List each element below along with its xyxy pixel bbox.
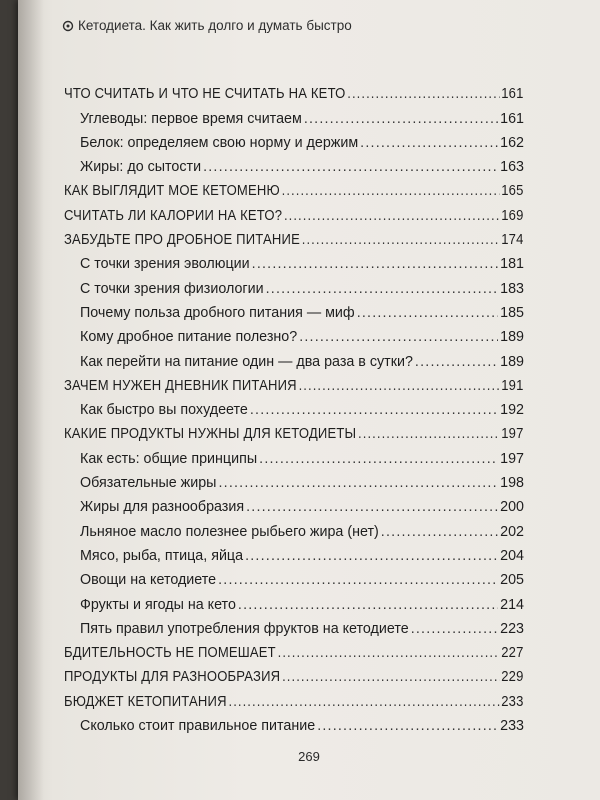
running-header-title: Кетодиета. Как жить долго и думать быстро (78, 18, 352, 33)
toc-entry-title: ЗАБУДЬТЕ ПРО ДРОБНОЕ ПИТАНИЕ (64, 232, 300, 249)
toc-entry-title: ЧТО СЧИТАТЬ И ЧТО НЕ СЧИТАТЬ НА КЕТО (64, 86, 346, 103)
toc-entry-title: Сколько стоит правильное питание (80, 718, 316, 735)
toc-entry-page: 214 (500, 596, 524, 613)
toc-entry-title: Мясо, рыба, птица, яйца (80, 547, 244, 564)
toc-subsection-entry (64, 248, 524, 272)
toc-section-entry (64, 175, 524, 199)
toc-entry-title: Овощи на кетодиете (80, 572, 217, 589)
toc-section-entry (64, 661, 524, 685)
toc-subsection-entry (64, 127, 524, 151)
toc-dot-leader (304, 111, 498, 127)
toc-subsection-entry (64, 515, 524, 539)
table-of-contents (64, 78, 524, 734)
toc-entry-title: КАК ВЫГЛЯДИТ МОЕ КЕТОМЕНЮ (64, 183, 280, 200)
toc-entry-title: Как перейти на питание один — два раза в сутки? (80, 353, 413, 370)
toc-dot-leader (358, 426, 499, 442)
toc-entry-page: 161 (500, 110, 524, 127)
toc-entry-page: 162 (500, 134, 524, 151)
toc-dot-leader (302, 232, 500, 248)
toc-entry-title: Кому дробное питание полезно? (80, 329, 298, 346)
toc-entry-page: 185 (500, 304, 524, 321)
toc-entry-title: Жиры для разнообразия (80, 499, 245, 516)
toc-subsection-entry (64, 297, 524, 321)
toc-entry-title: ПРОДУКТЫ ДЛЯ РАЗНООБРАЗИЯ (64, 669, 281, 686)
toc-entry-page: 174 (501, 232, 524, 249)
toc-dot-leader (245, 548, 498, 564)
toc-entry-page: 200 (500, 499, 524, 516)
toc-entry-page: 233 (500, 718, 524, 735)
toc-section-entry (64, 370, 524, 394)
toc-entry-title: БЮДЖЕТ КЕТОПИТАНИЯ (64, 693, 227, 710)
toc-entry-page: 205 (500, 572, 524, 589)
toc-section-entry (64, 78, 524, 102)
toc-entry-page: 202 (500, 523, 524, 540)
book-logo-icon (62, 20, 74, 32)
page-number: 269 (298, 749, 320, 764)
toc-dot-leader (299, 329, 498, 345)
toc-entry-page: 204 (500, 547, 524, 564)
toc-subsection-entry (64, 442, 524, 466)
toc-subsection-entry (64, 588, 524, 612)
toc-entry-page: 165 (501, 183, 524, 200)
toc-subsection-entry (64, 272, 524, 296)
toc-dot-leader (317, 718, 498, 734)
toc-subsection-entry (64, 321, 524, 345)
toc-entry-page: 189 (500, 353, 524, 370)
toc-section-entry (64, 637, 524, 661)
toc-entry-page: 191 (501, 377, 524, 394)
toc-subsection-entry (64, 467, 524, 491)
toc-dot-leader (299, 378, 500, 394)
toc-subsection-entry (64, 710, 524, 734)
toc-entry-title: Пять правил употребления фруктов на кетодиете (80, 620, 409, 637)
toc-entry-page: 197 (500, 450, 524, 467)
toc-dot-leader (282, 183, 500, 199)
toc-entry-title: С точки зрения физиологии (80, 280, 264, 297)
toc-dot-leader (347, 86, 499, 102)
toc-subsection-entry (64, 102, 524, 126)
toc-subsection-entry (64, 345, 524, 369)
toc-entry-page: 229 (501, 669, 524, 686)
toc-entry-page: 197 (501, 426, 524, 443)
toc-entry-title: СЧИТАТЬ ЛИ КАЛОРИИ НА КЕТО? (64, 207, 283, 224)
toc-dot-leader (357, 305, 498, 321)
toc-dot-leader (228, 694, 499, 710)
toc-dot-leader (246, 499, 498, 515)
toc-entry-title: Углеводы: первое время считаем (80, 110, 302, 127)
toc-entry-page: 223 (500, 620, 524, 637)
toc-dot-leader (259, 451, 498, 467)
toc-entry-title: Белок: определяем свою норму и держим (80, 134, 359, 151)
toc-subsection-entry (64, 540, 524, 564)
toc-subsection-entry (64, 394, 524, 418)
toc-dot-leader (203, 159, 498, 175)
toc-entry-title: Как есть: общие принципы (80, 450, 258, 467)
toc-section-entry (64, 418, 524, 442)
toc-section-entry (64, 199, 524, 223)
toc-entry-title: БДИТЕЛЬНОСТЬ НЕ ПОМЕШАЕТ (64, 645, 276, 662)
toc-dot-leader (250, 402, 498, 418)
toc-entry-page: 198 (500, 475, 524, 492)
toc-entry-title: С точки зрения эволюции (80, 256, 250, 273)
toc-subsection-entry (64, 613, 524, 637)
toc-dot-leader (252, 256, 499, 272)
toc-entry-page: 183 (500, 280, 524, 297)
toc-entry-title: Почему польза дробного питания — миф (80, 304, 355, 321)
toc-entry-page: 161 (501, 86, 524, 103)
toc-entry-title: Обязательные жиры (80, 475, 217, 492)
toc-entry-title: Жиры: до сытости (80, 159, 202, 176)
toc-entry-title: Фрукты и ягоды на кето (80, 596, 236, 613)
toc-section-entry (64, 224, 524, 248)
toc-subsection-entry (64, 151, 524, 175)
toc-entry-title: ЗАЧЕМ НУЖЕН ДНЕВНИК ПИТАНИЯ (64, 377, 297, 394)
toc-section-entry (64, 685, 524, 709)
toc-dot-leader (218, 475, 498, 491)
toc-dot-leader (282, 669, 499, 685)
toc-dot-leader (238, 597, 498, 613)
book-page (18, 0, 600, 800)
toc-entry-page: 169 (501, 207, 524, 224)
toc-entry-page: 181 (500, 256, 524, 273)
toc-subsection-entry (64, 564, 524, 588)
toc-entry-page: 233 (501, 693, 524, 710)
toc-dot-leader (266, 281, 499, 297)
toc-dot-leader (381, 524, 498, 540)
toc-entry-title: Как быстро вы похудеете (80, 402, 248, 419)
toc-subsection-entry (64, 491, 524, 515)
toc-dot-leader (360, 135, 498, 151)
toc-dot-leader (278, 645, 500, 661)
toc-dot-leader (415, 354, 498, 370)
toc-entry-page: 227 (501, 645, 524, 662)
toc-entry-page: 192 (500, 402, 524, 419)
toc-dot-leader (218, 572, 498, 588)
toc-entry-title: КАКИЕ ПРОДУКТЫ НУЖНЫ ДЛЯ КЕТОДИЕТЫ (64, 426, 357, 443)
toc-entry-title: Льняное масло полезнее рыбьего жира (нет) (80, 523, 379, 540)
toc-entry-page: 163 (500, 159, 524, 176)
toc-dot-leader (284, 208, 499, 224)
toc-entry-page: 189 (500, 329, 524, 346)
running-header (62, 18, 352, 33)
toc-dot-leader (411, 621, 498, 637)
